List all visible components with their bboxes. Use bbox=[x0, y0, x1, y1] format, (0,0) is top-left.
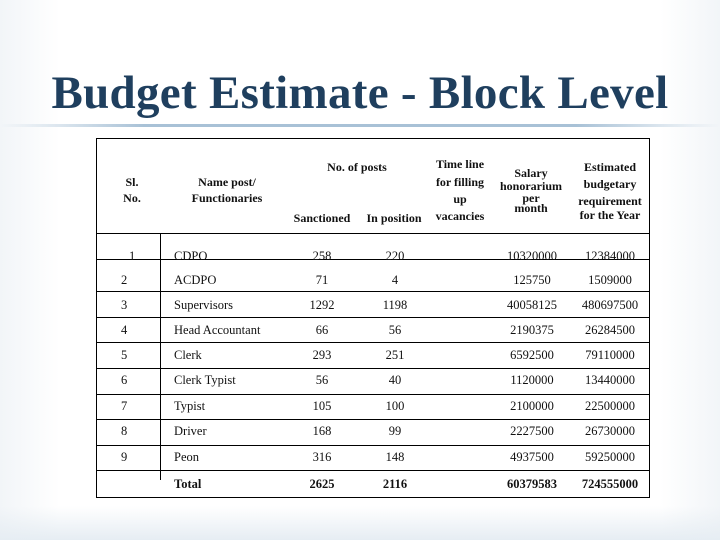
row-salary: 1120000 bbox=[510, 373, 554, 387]
row-sanctioned: 258 bbox=[312, 249, 332, 263]
header-salary-line4: month bbox=[514, 201, 548, 215]
header-estimated-line3: requirement bbox=[578, 194, 642, 208]
row-salary: 40058125 bbox=[507, 298, 557, 312]
row-name: Typist bbox=[174, 399, 206, 413]
row-name: Supervisors bbox=[174, 298, 234, 312]
row-sl: 5 bbox=[121, 348, 128, 362]
col-divider-sl bbox=[160, 233, 161, 480]
row-in-position: 251 bbox=[385, 348, 405, 362]
header-in-position: In position bbox=[366, 211, 422, 225]
row-divider bbox=[97, 470, 649, 471]
header-salary-line2: honorarium bbox=[499, 179, 562, 193]
row-estimated: 12384000 bbox=[585, 249, 635, 263]
row-estimated: 26730000 bbox=[585, 424, 635, 438]
row-in-position: 100 bbox=[385, 399, 405, 413]
total-in-position: 2116 bbox=[382, 477, 408, 491]
header-timeline-line1: Time line bbox=[435, 157, 485, 171]
header-name-line2: Functionaries bbox=[191, 191, 263, 205]
row-salary: 6592500 bbox=[510, 348, 554, 362]
header-timeline-line4: vacancies bbox=[435, 209, 485, 223]
row-name: ACDPO bbox=[174, 273, 217, 287]
row-sanctioned: 71 bbox=[315, 273, 329, 287]
title-divider bbox=[0, 124, 720, 127]
row-sanctioned: 66 bbox=[315, 323, 329, 337]
row-sl: 3 bbox=[121, 298, 128, 312]
row-in-position: 220 bbox=[385, 249, 405, 263]
slide-bottom-gradient bbox=[0, 506, 720, 540]
header-divider bbox=[97, 233, 649, 234]
row-sl: 4 bbox=[121, 323, 128, 337]
total-estimated: 724555000 bbox=[581, 477, 639, 491]
row-sanctioned: 56 bbox=[315, 373, 329, 387]
row-sanctioned: 1292 bbox=[309, 298, 335, 312]
row-estimated: 480697500 bbox=[581, 298, 639, 312]
row-divider bbox=[97, 419, 649, 420]
row-divider bbox=[97, 394, 649, 395]
row-estimated: 22500000 bbox=[585, 399, 635, 413]
row-divider bbox=[97, 317, 649, 318]
row-sanctioned: 105 bbox=[312, 399, 332, 413]
row-salary: 10320000 bbox=[507, 249, 557, 263]
row-name: Clerk Typist bbox=[174, 373, 236, 387]
header-salary-line1: Salary bbox=[514, 166, 548, 180]
row-name: Driver bbox=[174, 424, 207, 438]
row-sl: 6 bbox=[121, 373, 128, 387]
slide-title: Budget Estimate - Block Level bbox=[51, 67, 669, 119]
row-divider bbox=[97, 368, 649, 369]
header-estimated-line4: for the Year bbox=[579, 208, 641, 222]
row-salary: 2100000 bbox=[510, 399, 554, 413]
header-sl-line2: No. bbox=[123, 191, 141, 205]
header-name-line1: Name post/ bbox=[198, 175, 256, 189]
row-name: Peon bbox=[174, 450, 199, 464]
row-name: CDPO bbox=[174, 249, 208, 263]
row-name: Clerk bbox=[174, 348, 202, 362]
row-sanctioned: 293 bbox=[312, 348, 332, 362]
header-timeline-line3: up bbox=[453, 192, 467, 206]
row-name: Head Accountant bbox=[174, 323, 261, 337]
row-salary: 2227500 bbox=[510, 424, 554, 438]
total-label: Total bbox=[174, 477, 202, 491]
header-sanctioned: Sanctioned bbox=[293, 211, 351, 225]
row-in-position: 99 bbox=[388, 424, 402, 438]
row-sanctioned: 168 bbox=[312, 424, 332, 438]
header-sl-line1: Sl. bbox=[125, 175, 139, 189]
budget-table bbox=[96, 138, 650, 498]
row-estimated: 79110000 bbox=[585, 348, 635, 362]
row-salary: 2190375 bbox=[510, 323, 554, 337]
header-timeline-line2: for filling bbox=[435, 175, 485, 189]
row-estimated: 1509000 bbox=[588, 273, 632, 287]
row-divider bbox=[97, 342, 649, 343]
header-estimated-line1: Estimated bbox=[584, 160, 636, 174]
row-sl: 2 bbox=[121, 273, 128, 287]
row-divider bbox=[97, 445, 649, 446]
header-salary-line3: per bbox=[522, 191, 540, 205]
row-sl: 7 bbox=[121, 399, 128, 413]
row-sl: 9 bbox=[121, 450, 128, 464]
row-estimated: 59250000 bbox=[585, 450, 635, 464]
row-in-position: 56 bbox=[388, 323, 402, 337]
header-estimated-line2: budgetary bbox=[583, 177, 637, 191]
total-salary: 60379583 bbox=[507, 477, 557, 491]
row-salary: 4937500 bbox=[510, 450, 554, 464]
header-posts-group: No. of posts bbox=[327, 160, 387, 174]
row-estimated: 13440000 bbox=[585, 373, 635, 387]
row-salary: 125750 bbox=[513, 273, 551, 287]
row-in-position: 148 bbox=[385, 450, 405, 464]
row-sl: 8 bbox=[121, 424, 128, 438]
row-sanctioned: 316 bbox=[312, 450, 332, 464]
row-in-position: 1198 bbox=[382, 298, 408, 312]
row-in-position: 4 bbox=[391, 273, 399, 287]
total-sanctioned: 2625 bbox=[309, 477, 335, 491]
row-in-position: 40 bbox=[388, 373, 402, 387]
row-divider bbox=[97, 291, 649, 292]
row-estimated: 26284500 bbox=[585, 323, 635, 337]
row-sl: 1 bbox=[129, 249, 136, 263]
